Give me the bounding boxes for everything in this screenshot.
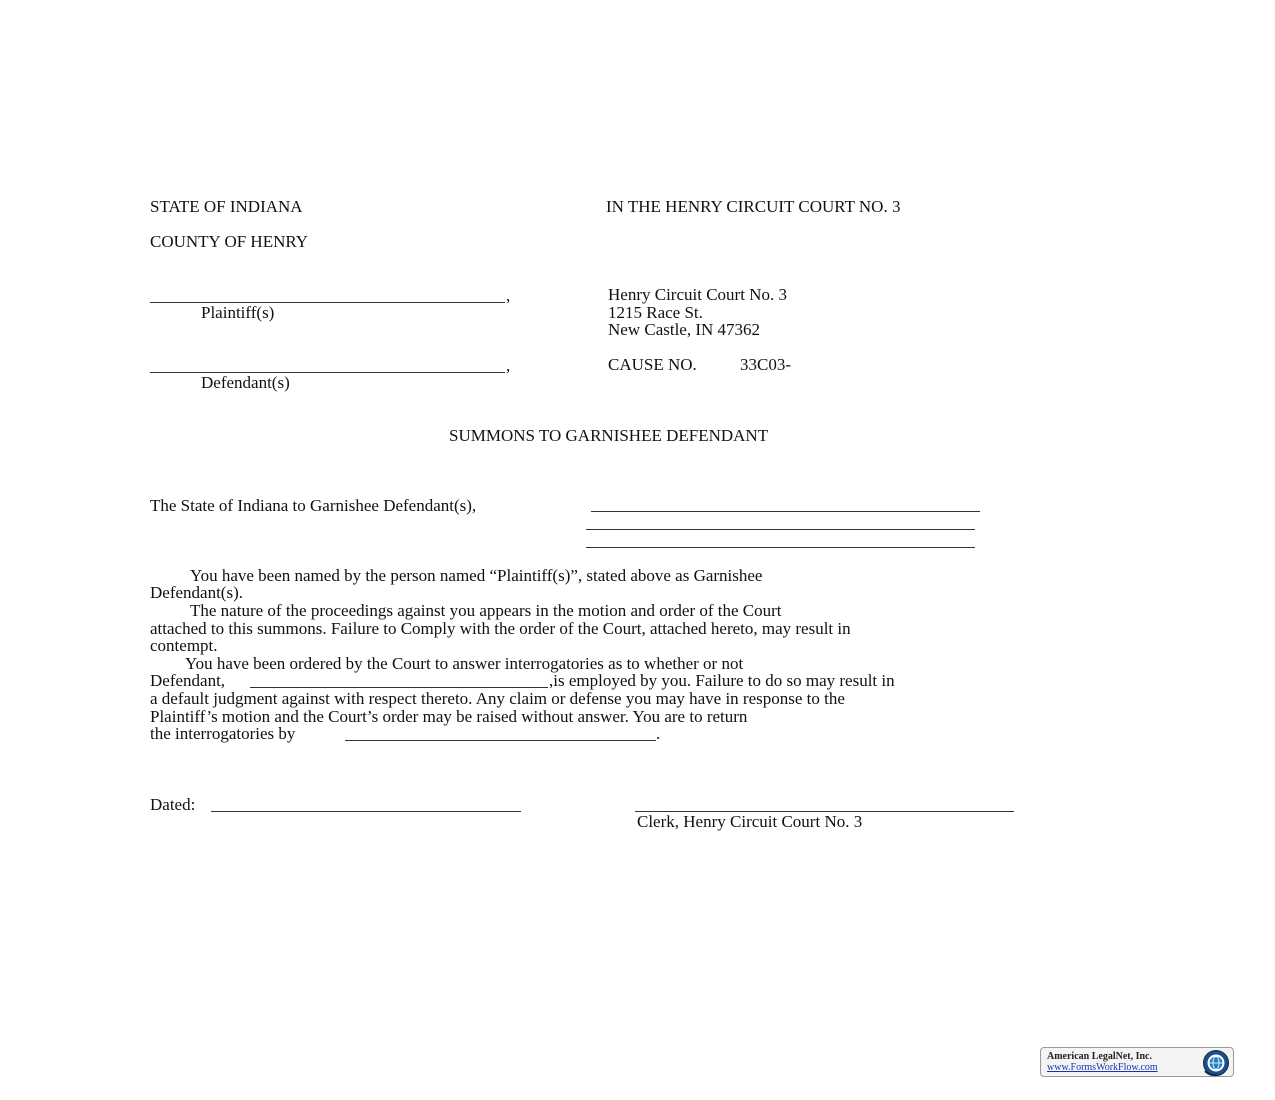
county-heading: COUNTY OF HENRY: [150, 232, 309, 251]
clerk-label: Clerk, Henry Circuit Court No. 3: [637, 812, 863, 831]
defendant-label: Defendant(s): [201, 373, 290, 392]
logo-company-name: American LegalNet, Inc.: [1047, 1051, 1152, 1062]
plaintiff-label: Plaintiff(s): [201, 303, 275, 322]
return-date-blank[interactable]: [345, 740, 656, 741]
globe-icon: [1202, 1049, 1230, 1077]
defendant-comma: ,: [506, 356, 511, 375]
plaintiff-comma: ,: [506, 286, 511, 305]
defendant-employee-blank[interactable]: [250, 687, 548, 688]
paragraph-3-return-label: the interrogatories by: [150, 724, 296, 743]
paragraph-2-line-1: The nature of the proceedings against you appears in the motion and order of the Court: [190, 601, 782, 620]
cause-number-label: CAUSE NO.: [608, 355, 697, 374]
paragraph-1-line-1: You have been named by the person named “Plaintiff(s)”, stated above as Garnishee: [190, 566, 763, 585]
paragraph-3-period: .: [656, 724, 661, 743]
paragraph-1-line-2: Defendant(s).: [150, 583, 243, 602]
logo-website-link[interactable]: www.FormsWorkFlow.com: [1047, 1062, 1158, 1073]
court-heading: IN THE HENRY CIRCUIT COURT NO. 3: [606, 197, 901, 216]
dated-label: Dated:: [150, 795, 196, 814]
american-legalnet-logo: [1040, 1047, 1234, 1077]
paragraph-2-line-2: attached to this summons. Failure to Comply with the order of the Court, attached hereto, may result in: [150, 619, 851, 638]
paragraph-3-line-4: Plaintiff’s motion and the Court’s order may be raised without answer. You are to return: [150, 707, 748, 726]
paragraph-3-line-2-rest: ,is employed by you. Failure to do so may result in: [549, 671, 895, 690]
paragraph-3-defendant-label: Defendant,: [150, 671, 226, 690]
paragraph-3-line-3: a default judgment against with respect thereto. Any claim or defense you may have in response to the: [150, 689, 845, 708]
garnishee-name-blank-1[interactable]: [591, 511, 980, 512]
document-title: SUMMONS TO GARNISHEE DEFENDANT: [449, 426, 769, 445]
cause-number-value: 33C03-: [740, 355, 791, 374]
court-address-line3: New Castle, IN 47362: [608, 320, 761, 339]
dated-blank[interactable]: [211, 811, 521, 812]
garnishee-name-blank-2[interactable]: [586, 529, 975, 530]
garnishee-name-blank-3[interactable]: [586, 547, 975, 548]
paragraph-3-line-1: You have been ordered by the Court to answer interrogatories as to whether or not: [185, 654, 744, 673]
state-heading: STATE OF INDIANA: [150, 197, 303, 216]
garnishee-address-line: The State of Indiana to Garnishee Defendant(s),: [150, 496, 477, 515]
court-address-line1: Henry Circuit Court No. 3: [608, 285, 787, 304]
paragraph-2-line-3: contempt.: [150, 636, 218, 655]
court-address-line2: 1215 Race St.: [608, 303, 703, 322]
